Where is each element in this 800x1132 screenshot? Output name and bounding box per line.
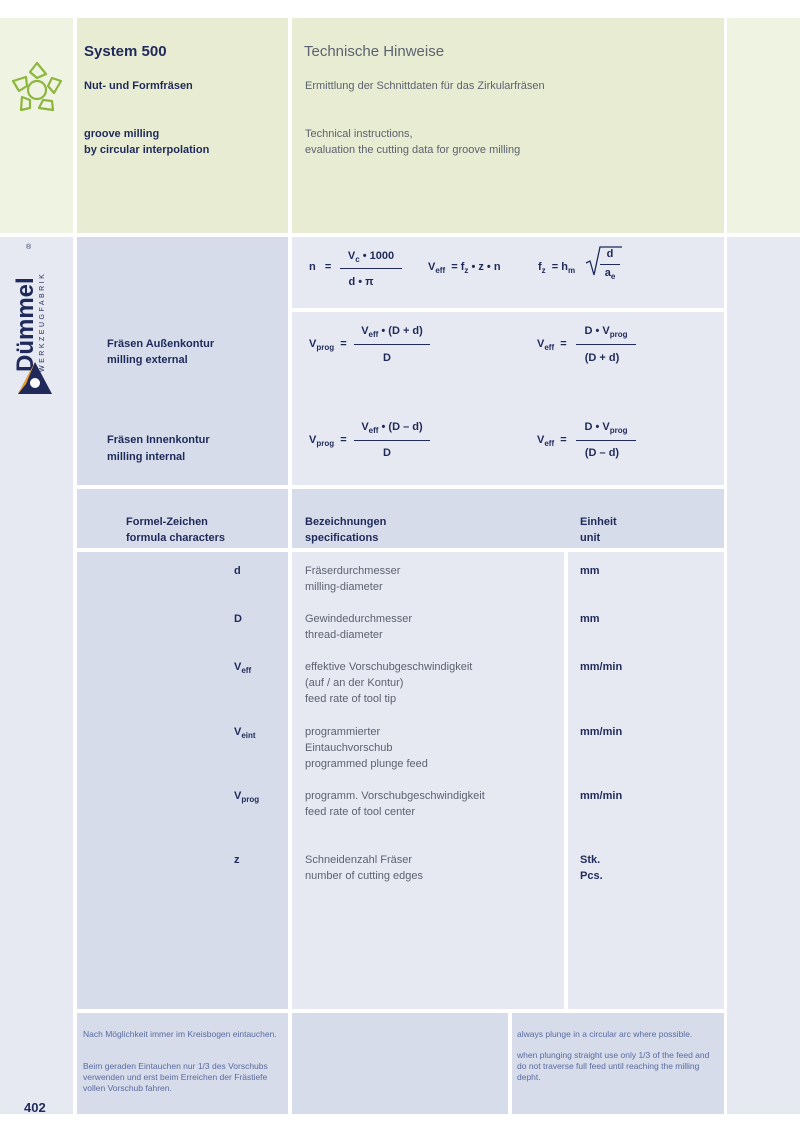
col3-header-de: Einheit [580, 516, 617, 528]
row-desc-1: programm. Vorschubgeschwindigkeit [305, 790, 485, 802]
row-desc-2: (auf / an der Kontur) [305, 677, 404, 689]
row-desc-1: Gewindedurchmesser [305, 613, 412, 625]
formula-n-bar [340, 268, 402, 269]
note-en-1: always plunge in a circular arc where possible. [517, 1029, 693, 1039]
row-desc-2: number of cutting edges [305, 870, 424, 882]
external-label-de: Fräsen Außenkontur [107, 338, 215, 350]
section-title: Technische Hinweise [304, 43, 445, 60]
row-desc-1: Schneidenzahl Fräser [305, 854, 413, 866]
row-desc-2: thread-diameter [305, 629, 383, 641]
col2-header-de: Bezeichnungen [305, 516, 387, 528]
internal-f2-denominator: (D – d) [584, 447, 620, 459]
page-number: 402 [24, 1100, 46, 1115]
note-de-1: Nach Möglichkeit immer im Kreisbogen eintauchen. [83, 1029, 277, 1039]
col3-header-en: unit [580, 532, 601, 544]
series-title: System 500 [84, 43, 167, 60]
row-symbol: D [234, 613, 242, 625]
internal-f1-lhs: $V_{prog}$ = [309, 434, 347, 448]
external-f1-denominator: D [383, 352, 391, 364]
brand-tagline: WERKZEUGFABRIK [39, 271, 46, 372]
external-f2-numerator: D • $V_{prog}$ [584, 325, 628, 339]
row-desc-2: milling-diameter [305, 581, 383, 593]
row-unit: mm/min [580, 726, 623, 738]
external-f1-bar [354, 344, 430, 345]
section-en-2: evaluation the cutting data for groove milling [305, 144, 521, 156]
row-unit-2: Pcs. [580, 870, 603, 882]
col2-header-en: specifications [305, 532, 379, 544]
formula-n-denominator: d • π [348, 276, 374, 288]
row-unit: mm/min [580, 790, 623, 802]
row-desc-1: Fräserdurchmesser [305, 565, 401, 577]
note-en-2: when plunging straight use only 1/3 of the feed and do not traverse full feed until reaching the milling depht. [517, 1050, 710, 1082]
row-unit: mm/min [580, 661, 623, 673]
left-margin-top [0, 18, 73, 233]
internal-label-en: milling internal [107, 451, 186, 463]
row-symbol: $V_{eint}$ [234, 726, 256, 740]
row-unit: Stk. [580, 854, 601, 866]
internal-f1-bar [354, 440, 430, 441]
row-unit: mm [580, 613, 600, 625]
flower-logo-icon [8, 60, 66, 118]
formula-n-lhs: n = [309, 261, 332, 273]
row-symbol: $V_{prog}$ [234, 790, 260, 804]
row-desc-3: feed rate of tool tip [305, 693, 397, 705]
formula-fz-root-bar [600, 264, 620, 265]
section-en-1: Technical instructions, [305, 128, 413, 140]
right-margin-top [727, 18, 800, 233]
right-margin-bottom [727, 237, 800, 1114]
col1-header-de: Formel-Zeichen [126, 516, 208, 528]
row-symbol: $V_{eff}$ [234, 661, 252, 675]
subtitle-en-2: by circular interpolation [84, 144, 210, 156]
formula-fz-root-den: $a_e$ [604, 267, 616, 281]
subtitle-de: Nut- und Formfräsen [84, 80, 193, 92]
notes-middle-panel [292, 1013, 508, 1114]
external-f1-lhs: $V_{prog}$ = [309, 338, 347, 352]
external-f2-denominator: (D + d) [584, 352, 620, 364]
row-desc-1: effektive Vorschubgeschwindigkeit [305, 661, 473, 673]
formula-fz-root-num: d [606, 248, 614, 260]
row-desc-2: feed rate of tool center [305, 806, 416, 818]
formula-top-panel [292, 237, 724, 308]
formula-n-numerator: $V_c$ • 1000 [347, 250, 395, 264]
internal-f1-denominator: D [383, 447, 391, 459]
row-desc-1: programmierter [305, 726, 381, 738]
row-symbol: d [234, 565, 241, 577]
section-de: Ermittlung der Schnittdaten für das Zirkularfräsen [305, 80, 545, 92]
external-f2-lhs: $V_{eff}$ = [537, 338, 567, 352]
internal-f2-numerator: D • $V_{prog}$ [584, 421, 628, 435]
row-desc-3: programmed plunge feed [305, 758, 428, 770]
internal-f2-lhs: $V_{eff}$ = [537, 434, 567, 448]
formula-fz: $f_z = h_m$ [538, 261, 576, 275]
formula-veff: $V_{eff} = f_z$ • z • n [428, 261, 501, 275]
external-f2-bar [576, 344, 636, 345]
brand-name: Dümmel [12, 277, 39, 372]
table-col1 [77, 552, 288, 1009]
brand-emblem-icon [16, 360, 54, 396]
internal-f1-numerator: $V_{eff}$ • (D – d) [361, 421, 423, 435]
brand-registered: ® [26, 244, 32, 251]
internal-f2-bar [576, 440, 636, 441]
external-f1-numerator: $V_{eff}$ • (D + d) [361, 325, 423, 339]
note-de-2: Beim geraden Eintauchen nur 1/3 des Vorschubs verwenden und erst beim Erreichen der Frästiefe vollen Vorschub fahren. [83, 1061, 268, 1093]
row-unit: mm [580, 565, 600, 577]
brand-logo [14, 232, 54, 372]
row-symbol: z [234, 854, 240, 866]
external-label-en: milling external [107, 354, 188, 366]
internal-label-de: Fräsen Innenkontur [107, 434, 210, 446]
row-desc-2: Eintauchvorschub [305, 742, 393, 754]
col1-header-en: formula characters [126, 532, 226, 544]
subtitle-en-1: groove milling [84, 128, 160, 140]
